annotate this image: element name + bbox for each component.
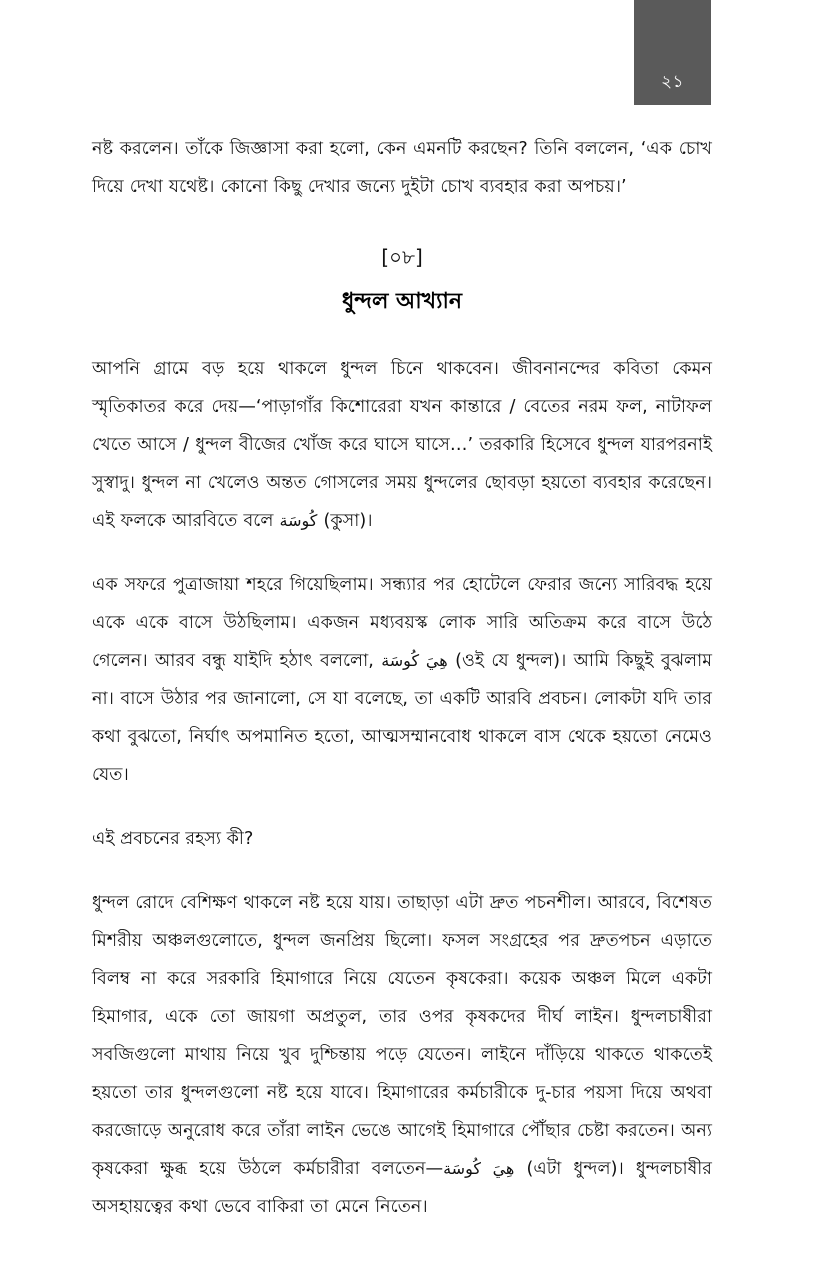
section-marker: [০৮] <box>381 245 423 269</box>
paragraph-dhundol-intro <box>92 350 712 540</box>
paragraph-continuation: নষ্ট করলেন। তাঁকে জিজ্ঞাসা করা হলো, কেন এমনটি করছেন? তিনি বললেন, ‘এক চোখ দিয়ে দেখা যথেষ্ট। কোনো কিছু দেখার জন্যে দুইটা চোখ ব্যবহার করা অপচয়।’ <box>92 139 712 197</box>
arabic-phrase-hiya-kusa-2: هِيَ كُوسَة <box>443 1159 515 1178</box>
page-number-tab <box>634 0 711 105</box>
arabic-term-kusa: كُوسَة <box>279 511 318 530</box>
question-line: এই প্রবচনের রহস্য কী? <box>92 829 254 849</box>
chapter-title: ধুন্দল আখ্যান <box>341 289 463 314</box>
paragraph-text-segment: (কুসা)। <box>317 511 373 531</box>
paragraph-text-segment: এক সফরে পুত্রাজায়া শহরে গিয়েছিলাম। সন্ধ্যার পর হোটেলে ফেরার জন্যে সারিবদ্ধ হয়ে একে একে বাসে উঠছিলাম। একজন মধ্যবয়স্ক লোক সারি অতিক্রম করে বাসে উঠে গেলেন। আরব বন্ধু যাইদি হঠাৎ বললো, <box>92 575 712 671</box>
paragraph-text-segment: ধুন্দল রোদে বেশিক্ষণ থাকলে নষ্ট হয়ে যায়। তাছাড়া এটা দ্রুত পচনশীল। আরবে, বিশেষত মিশরীয় অঞ্চলগুলোতে, ধুন্দল জনপ্রিয় ছিলো। ফসল সংগ্রহের পর দ্রুতপচন এড়াতে বিলম্ব না করে সরকারি হিমাগারে নিয়ে যেতেন কৃষকেরা। কয়েক অঞ্চল মিলে একটা হিমাগার, একে তো জায়গা অপ্রতুল, তার ওপর কৃষকদের দীর্ঘ লাইন। ধুন্দলচাষীরা সবজিগুলো মাথায় নিয়ে খুব দুশ্চিন্তায় পড়ে যেতেন। লাইনে দাঁড়িয়ে থাকতে থাকতেই হয়তো তার ধুন্দলগুলো নষ্ট হয়ে যাবে। হিমাগারের কর্মচারীকে দু-চার পয়সা দিয়ে অথবা করজোড়ে অনুরোধ করে তাঁরা লাইন ভেঙে আগেই হিমাগারে পৌঁছার চেষ্টা করতেন। অন্য কৃষকেরা ক্ষুব্ধ হয়ে উঠলে কর্মচারীরা বলতেন— <box>92 893 712 1179</box>
paragraph-text-segment: আপনি গ্রামে বড় হয়ে থাকলে ধুন্দল চিনে থাকবেন। জীবনানন্দের কবিতা কেমন স্মৃতিকাতর করে দেয়—‘পাড়াগাঁর কিশোরেরা যখন কান্তারে / বেতের নরম ফল, নাটাফল খেতে আসে / ধুন্দল বীজের খোঁজ করে ঘাসে ঘাসে…’ তরকারি হিসেবে ধুন্দল যারপরনাই সুস্বাদু। ধুন্দল না খেলেও অন্তত গোসলের সময় ধুন্দলের ছোবড়া হয়তো ব্যবহার করেছেন। এই ফলকে আরবিতে বলে <box>92 359 712 531</box>
paragraph-putrajaya-anecdote <box>92 566 712 794</box>
arabic-phrase-hiya-kusa: هِيَ كُوسَة <box>381 651 448 670</box>
page-number-label: ২১ <box>660 72 685 92</box>
paragraph-text-segment: (ওই যে ধুন্দল)। আমি কিছুই বুঝলাম না। বাসে উঠার পর জানালো, সে যা বলেছে, তা একটি আরবি প্রবচন। লোকটা যদি তার কথা বুঝতো, নির্ঘাৎ অপমানিত হতো, আত্মসম্মানবোধ থাকলে বাস থেকে হয়তো নেমেও যেত। <box>92 651 712 785</box>
paragraph-proverb-explanation <box>92 884 712 1226</box>
paragraph-text-segment: (এটা ধুন্দল)। ধুন্দলচাষীর অসহায়ত্বের কথা ভেবে বাকিরা তা মেনে নিতেন। <box>92 1159 712 1217</box>
text-column <box>92 130 712 1252</box>
